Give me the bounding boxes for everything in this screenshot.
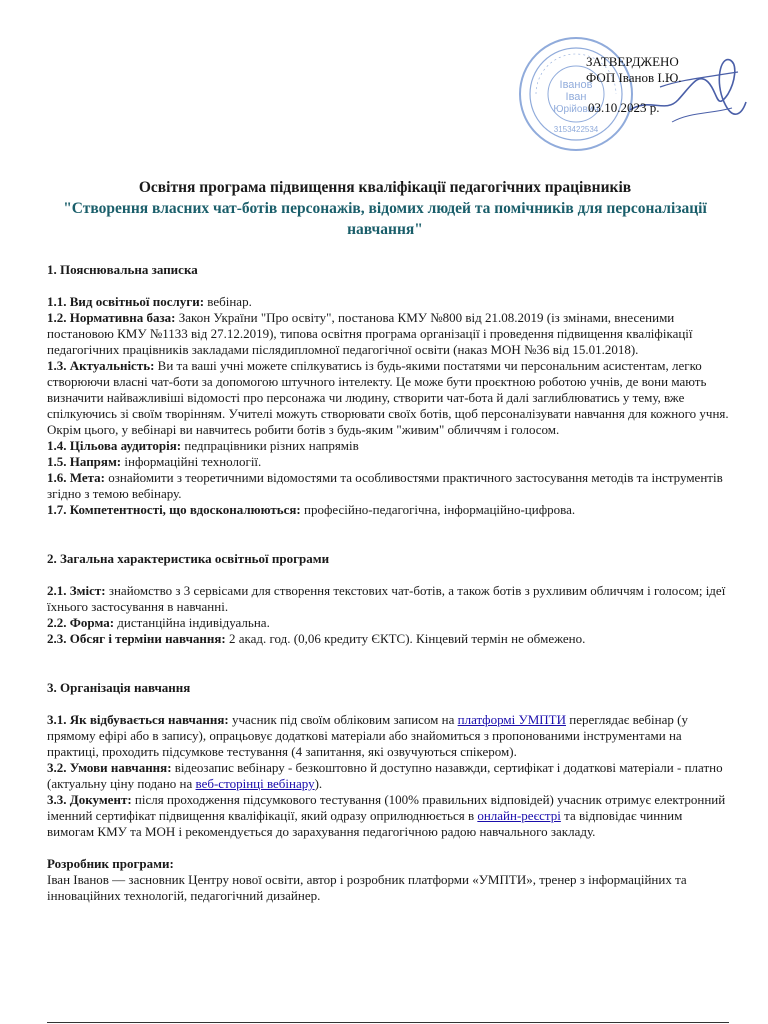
- text-2-3: 2 акад. год. (0,06 кредиту ЄКТС). Кінцевий термін не обмежено.: [225, 631, 586, 646]
- svg-text:Юрійович: Юрійович: [553, 104, 599, 115]
- paragraph-1-5: [47, 454, 729, 470]
- text-3-2-pre: відеозапис вебінару - безкоштовно й доступно назавжди, сертифікат і додаткові матеріали - платно (актуальну ціну подано на: [47, 760, 723, 791]
- label-3-2: 3.2. Умови навчання:: [47, 760, 172, 775]
- developer-text: Іван Іванов — засновник Центру нової освіти, автор і розробник платформи «УМПТИ», тренер з інформаційних та інноваційних технологій, педагогічний дизайнер.: [47, 872, 687, 903]
- text-3-1-post: переглядає вебінар (у прямому ефірі або в запису), опрацьовує додаткові матеріали або знайомиться з пропонованими інструментами на практиці, проходить підсумкове тестування (4 запитання, які озвучуються спікером).: [47, 712, 688, 759]
- label-2-3: 2.3. Обсяг і терміни навчання:: [47, 631, 226, 646]
- section-heading-1: 1. Пояснювальна записка: [47, 262, 198, 277]
- page-subtitle: "Створення власних чат-ботів персонажів, відомих людей та помічників для персоналізації навчання": [63, 200, 707, 238]
- svg-text:Іванов: Іванов: [559, 79, 593, 91]
- text-1-1: вебінар.: [204, 294, 252, 309]
- svg-text:Іван: Іван: [565, 91, 587, 103]
- text-2-2: дистанційна індивідуальна.: [114, 615, 270, 630]
- label-2-1: 2.1. Зміст:: [47, 583, 106, 598]
- text-3-2-post: ).: [314, 776, 323, 791]
- text-3-3-pre: після проходження підсумкового тестування (100% правильних відповідей) учасник отримує електронний іменний сертифікат підвищення кваліфікації, який одразу оприлюднюється в: [47, 792, 726, 823]
- online-registry-link[interactable]: онлайн-реєстрі: [477, 808, 561, 823]
- platform-link[interactable]: платформі УМПТИ: [457, 712, 566, 727]
- developer-label-text: Розробник програми:: [47, 856, 174, 871]
- paragraph-1-7: [47, 502, 729, 518]
- paragraph-1-2: [47, 310, 729, 358]
- page-title: Освітня програма підвищення кваліфікації педагогічних працівників: [138, 179, 632, 196]
- text-3-3-post: та відповідає чинним вимогам КМУ та МОН і рекомендується до зарахування педагогічною радою навчального закладу.: [47, 808, 683, 839]
- label-1-6: 1.6. Мета:: [47, 470, 105, 485]
- text-1-4: педпрацівники різних напрямів: [181, 438, 359, 453]
- text-1-3: Ви та ваші учні можете спілкуватись із будь-якими постатями чи персональним асистентам, легко створюючи власні чат-боти за допомогою штучного інтелекту. Це може бути проєктною роботою учнів, де вони мають визначити найважливіші відомості про персонажа чи людину, створити чат-бота й далі заглиблюватись у тему, вже спілкуючись зі своїм творінням. Учителі можуть створювати своїх ботів, щоб персоналізувати навчання для кожного учня. Окрім цього, у вебінарі ви навчитесь робити ботів з будь-яким "живим" обличчям і голосом.: [47, 358, 729, 437]
- text-1-7: професійно-педагогічна, інформаційно-цифрова.: [300, 502, 576, 517]
- label-3-3: 3.3. Документ:: [47, 792, 132, 807]
- label-1-2: 1.2. Нормативна база:: [47, 310, 176, 325]
- approval-org: ФОП Іванов І.Ю.: [586, 70, 682, 85]
- paragraph-1-6: [47, 470, 729, 502]
- paragraph-1-1: [47, 294, 729, 310]
- section-heading-3: 3. Організація навчання: [47, 680, 191, 695]
- paragraph-1-3: [47, 358, 729, 438]
- text-2-1: знайомство з 3 сервісами для створення текстових чат-ботів, а також ботів з рухливим обличчям і голосом; ідеї їхнього застосування в навчанні.: [47, 583, 726, 614]
- text-1-2: Закон України "Про освіту", постанова КМУ №800 від 21.08.2019 (із змінами, внесеними постановою КМУ №1133 від 27.12.2019), типова освітня програма організації і проведення підвищення кваліфікації педагогічних працівників закладами післядипломної педагогічної освіти (наказ МОН №36 від 15.01.2018).: [47, 310, 693, 357]
- document-body: [47, 262, 729, 904]
- paragraph-2-2: [47, 615, 729, 631]
- label-3-1: 3.1. Як відбувається навчання:: [47, 712, 229, 727]
- label-1-4: 1.4. Цільова аудиторія:: [47, 438, 182, 453]
- footer-divider: [47, 1022, 729, 1023]
- label-1-7: 1.7. Компетентності, що вдосконалюються:: [47, 502, 301, 517]
- developer-label: [47, 856, 729, 872]
- approval-date: 03.10.2023 р.: [588, 100, 660, 115]
- label-1-3: 1.3. Актуальність:: [47, 358, 155, 373]
- paragraph-3-2: [47, 760, 729, 792]
- paragraph-3-1: [47, 712, 729, 760]
- approval-block: [586, 54, 682, 115]
- label-1-5: 1.5. Напрям:: [47, 454, 122, 469]
- svg-text:3153422534: 3153422534: [553, 125, 599, 134]
- webinar-page-link[interactable]: веб-сторінці вебінару: [195, 776, 315, 791]
- label-1-1: 1.1. Вид освітньої послуги:: [47, 294, 205, 309]
- section-heading-2: 2. Загальна характеристика освітньої програми: [47, 551, 330, 566]
- paragraph-1-4: [47, 438, 729, 454]
- text-3-1-pre: учасник під своїм обліковим записом на: [228, 712, 458, 727]
- approval-status: ЗАТВЕРДЖЕНО: [586, 54, 679, 69]
- paragraph-2-3: [47, 631, 729, 647]
- paragraph-3-3: [47, 792, 729, 840]
- title-block: [40, 178, 730, 240]
- text-1-6: ознайомити з теоретичними відомостями та особливостями практичного застосування методів та інструментів згідно з темою вебінару.: [47, 470, 723, 501]
- label-2-2: 2.2. Форма:: [47, 615, 115, 630]
- paragraph-2-1: [47, 583, 729, 615]
- text-1-5: інформаційні технології.: [121, 454, 262, 469]
